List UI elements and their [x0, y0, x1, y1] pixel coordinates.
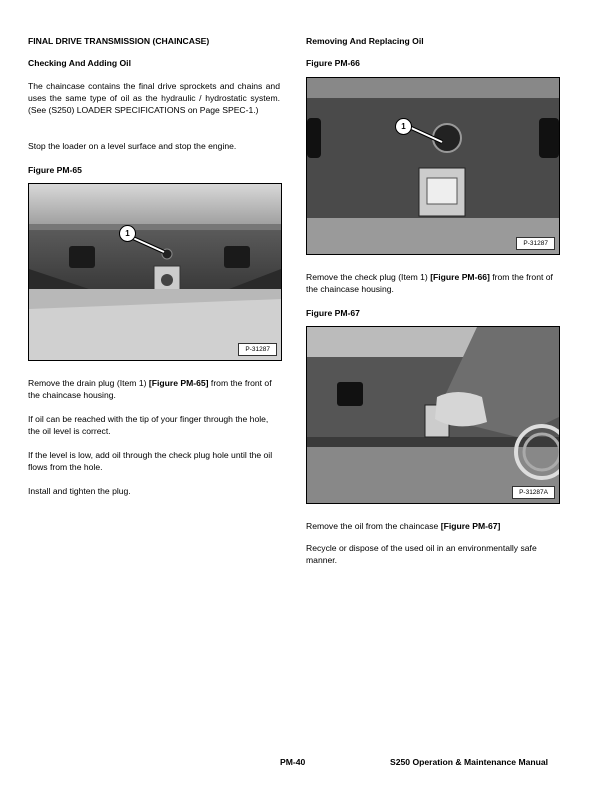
figure-code: P-31287 — [238, 343, 277, 356]
figure-pm65-photo — [28, 183, 282, 361]
figure-pm67-photo — [306, 326, 560, 504]
remove-drain-plug-paragraph: Remove the drain plug (Item 1) [Figure PM-65] from the front of the chaincase housing. — [28, 378, 272, 400]
stop-loader-paragraph: Stop the loader on a level surface and stop the engine. — [28, 141, 237, 151]
oil-level-paragraph: If oil can be reached with the tip of your finger through the hole, the oil level is correct. — [28, 414, 269, 436]
recycle-oil-paragraph: Recycle or dispose of the used oil in an environmentally safe manner. — [306, 543, 537, 565]
callout-1: 1 — [119, 225, 136, 242]
subsection-title: Checking And Adding Oil — [28, 58, 131, 68]
figure-code-pm67: P-31287A — [512, 486, 555, 499]
figure-code-pm66: P-31287 — [516, 237, 555, 250]
section-title: FINAL DRIVE TRANSMISSION (CHAINCASE) — [28, 36, 210, 46]
figure-label-pm66: Figure PM-66 — [306, 58, 360, 68]
figure-pm66-photo — [306, 77, 560, 255]
callout-1-pm66: 1 — [395, 118, 412, 135]
figure-ref-pm66: [Figure PM-66] — [430, 272, 490, 282]
figure-ref: [Figure PM-65] — [148, 378, 209, 388]
add-oil-paragraph: If the level is low, add oil through the check plug hole until the oil flows from the hole. — [28, 450, 273, 472]
figure-label-pm67: Figure PM-67 — [306, 308, 360, 318]
remove-oil-paragraph: Remove the oil from the chaincase [Figure PM-67] — [306, 521, 501, 531]
figure-label-pm65: Figure PM-65 — [28, 165, 82, 175]
intro-paragraph: The chaincase contains the final drive sprockets and chains and uses the same type of oil as the hydraulic / hydrostatic system. (See (S250) LOADER SPECIFICATIONS on Page SPEC-1.) — [28, 81, 280, 115]
page-number: PM-40 — [280, 757, 306, 767]
subsection-title-removing: Removing And Replacing Oil — [306, 36, 424, 46]
figure-ref-pm67: [Figure PM-67] — [440, 521, 501, 531]
remove-check-plug-paragraph: Remove the check plug (Item 1) [Figure PM-66] from the front of the chaincase housing. — [306, 272, 553, 294]
install-plug-paragraph: Install and tighten the plug. — [28, 486, 131, 496]
manual-title: S250 Operation & Maintenance Manual — [390, 757, 549, 767]
